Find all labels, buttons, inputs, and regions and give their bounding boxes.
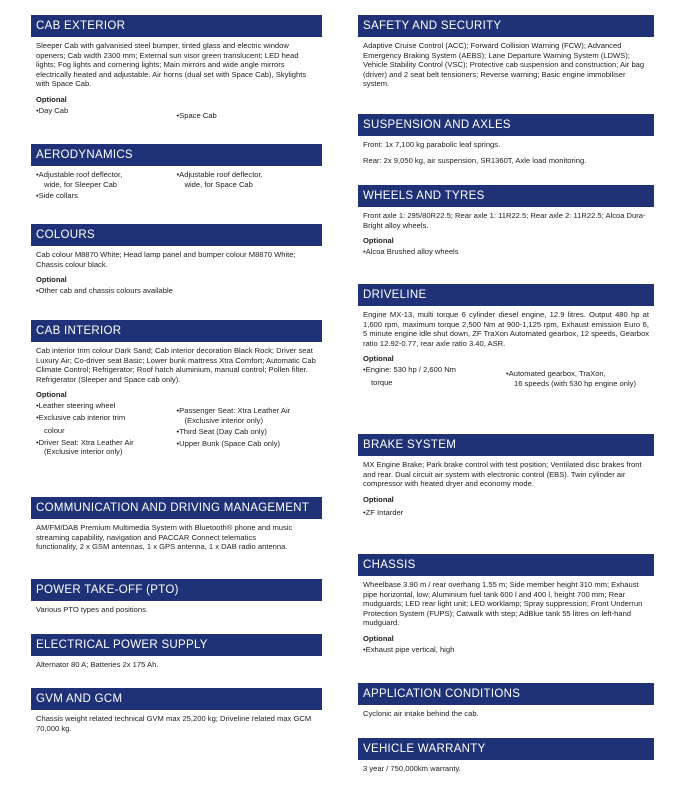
- option-item: •Passenger Seat: Xtra Leather Air: [176, 405, 291, 415]
- electrical-section: [31, 634, 322, 676]
- section-header: POWER TAKE-OFF (PTO): [31, 579, 322, 601]
- chassis-section: [358, 554, 654, 654]
- section-text: Rear: 2x 9,050 kg, air suspension, SR1360T, Axle load monitoring.: [363, 155, 587, 165]
- section-text: Cab colour M8870 White; Head lamp panel and bumper colour M8870 White; Chassis colour black.: [36, 250, 296, 269]
- option-item: •Alcoa Brushed alloy wheels: [363, 246, 459, 256]
- option-item: •Driver Seat: Xtra Leather Air: [36, 437, 134, 447]
- section-text: Cab interior trim colour Dark Sand; Cab interior decoration Black Rock; Driver seat Luxury Air; Co-driver seat Basic; Lower bunk mattress Xtra Comfort; Automatic Cab Climate Control; Refrigerator; Roof hatch aluminium, manual control; Pollen filter. Refrigerator (Sleeper and Space cab only).: [36, 346, 316, 384]
- application-section: [358, 683, 654, 725]
- optional-label: Optional: [363, 236, 394, 246]
- section-header: BRAKE SYSTEM: [358, 434, 654, 456]
- option-item: •Upper Bunk (Space Cab only): [176, 438, 281, 448]
- section-header: CAB INTERIOR: [31, 320, 322, 342]
- driveline-section: [358, 284, 654, 388]
- section-text: Sleeper Cab with galvanised steel bumper, tinted glass and electric window openers; Cab width 2300 mm; External sun visor green translucent; LED head lights; Fog lights and cornering lights; Main mirrors and wide angle mirrors electrically heated and adjustable. Air horns (dual set with Space Cab), Skylights with Space Cab.: [36, 41, 307, 89]
- option-item: •Space Cab: [176, 110, 217, 120]
- section-text: AM/FM/DAB Premium Multimedia System with Bluetooth® phone and music streaming capability, navigation and PACCAR Connect telematics functionality, 2 x GSM antennas, 1 x GPS antenna, 1 x DAB radio antenna.: [36, 523, 293, 552]
- section-header: VEHICLE WARRANTY: [358, 738, 654, 760]
- suspension-section: [358, 114, 654, 171]
- safety-section: [358, 15, 654, 95]
- option-item: •Exhaust pipe vertical, high: [363, 644, 455, 654]
- gvm-section: [31, 688, 322, 739]
- option-item: •Day Cab: [36, 105, 69, 115]
- option-item-cont: torque: [371, 377, 393, 387]
- brake-section: [358, 434, 654, 518]
- option-item: •Side collars: [36, 191, 78, 201]
- section-text: Various PTO types and positions.: [36, 605, 148, 614]
- section-text: 3 year / 750,000km warranty.: [363, 764, 461, 773]
- cab-exterior-section: [31, 15, 322, 122]
- colours-section: [31, 224, 322, 295]
- option-item-cont: (Exclusive interior only): [184, 415, 263, 425]
- section-header: CAB EXTERIOR: [31, 15, 322, 37]
- option-item: •Leather steering wheel: [36, 400, 116, 410]
- section-text: Front: 1x 7,100 kg parabolic leaf springs.: [363, 140, 501, 149]
- section-header: APPLICATION CONDITIONS: [358, 683, 654, 705]
- section-text: Engine MX-13, multi torque 6 cylinder diesel engine, 12.9 litres. Output 480 hp at 1,600 rpm, maximum torque 2,500 Nm at 900-1,125 rpm, Exhaust emission Euro 6, 5 minute engine idle shut down, ZF TraXon Automated gearbox, 12 speeds, Gearbox ratio 12.92-0.77, rear axle ratio 3.40, ASR.: [363, 310, 649, 348]
- section-text: Adaptive Cruise Control (ACC); Forward Collision Warning (FCW); Advanced Emergency Braking System (AEBS); Lane Departure Warning System (LDWS); Vehicle Stability Control (VSC); Protective cab suspension and construction; Air bag (driver) and 2 seat belt tensioners; Reverse warning; Basic engine immobiliser system.: [363, 41, 645, 89]
- section-header: SAFETY AND SECURITY: [358, 15, 654, 37]
- warranty-section: [358, 738, 654, 780]
- pto-section: [31, 579, 322, 621]
- option-item-cont: colour: [44, 426, 65, 436]
- option-item: •Other cab and chassis colours available: [36, 285, 173, 295]
- section-header: CHASSIS: [358, 554, 654, 576]
- optional-label: Optional: [36, 275, 67, 285]
- option-item-cont: wide, for Sleeper Cab: [44, 179, 118, 189]
- option-item: •Engine: 530 hp / 2,600 Nm: [363, 364, 457, 374]
- option-item: •Adjustable roof deflector,: [176, 170, 263, 179]
- section-header: DRIVELINE: [358, 284, 654, 306]
- optional-label: Optional: [36, 390, 67, 400]
- section-text: Front axle 1: 295/80R22.5; Rear axle 1: 11R22.5; Rear axle 2: 11R22.5; Alcoa Dura-Bright alloy wheels.: [363, 211, 646, 230]
- section-text: Alternator 80 A; Batteries 2x 175 Ah.: [36, 660, 159, 669]
- section-header: COLOURS: [31, 224, 322, 246]
- option-item: •Exclusive cab interior trim: [36, 412, 126, 422]
- section-header: COMMUNICATION AND DRIVING MANAGEMENT: [31, 497, 322, 519]
- section-header: SUSPENSION AND AXLES: [358, 114, 654, 136]
- option-item: •ZF Intarder: [363, 508, 404, 518]
- optional-label: Optional: [36, 94, 67, 104]
- option-item: •Third Seat (Day Cab only): [176, 427, 267, 437]
- communication-section: [31, 497, 322, 558]
- section-header: GVM AND GCM: [31, 688, 322, 710]
- optional-label: Optional: [363, 494, 394, 504]
- option-item: •Adjustable roof deflector,: [36, 170, 123, 179]
- optional-label: Optional: [363, 354, 394, 364]
- option-item-cont: (Exclusive interior only): [44, 447, 123, 457]
- optional-label: Optional: [363, 633, 394, 643]
- section-text: MX Engine Brake; Park brake control with test position; Ventilated disc brakes front and rear. Dual circuit air system with electronic control (EBS). Twin cylinder air compressor with heated dryer and economy mode.: [363, 460, 642, 489]
- option-item-cont: wide, for Space Cab: [184, 179, 253, 189]
- section-text: Chassis weight related technical GVM max 25,200 kg; Driveline related max GCM 70,000 kg.: [36, 714, 312, 733]
- aerodynamics-section: [31, 144, 322, 203]
- wheels-section: [358, 185, 654, 256]
- section-header: AERODYNAMICS: [31, 144, 322, 166]
- section-text: Wheelbase 3.90 m / rear overhang 1.55 m; Side member height 310 mm; Exhaust pipe horizontal, low; Aluminium fuel tank 600 l and 400 l, height 700 mm; Rear mudguards; LED rear light unit; LED worklamp; Spray suppression; Front Underrun Protection System (FUPS); Catwalk with step; AdBlue tank 55 litres on left-hand mudguard.: [363, 580, 643, 628]
- option-item: •Automated gearbox, TraXon,: [506, 368, 606, 378]
- option-item-cont: 16 speeds (with 530 hp engine only): [514, 378, 637, 388]
- section-header: ELECTRICAL POWER SUPPLY: [31, 634, 322, 656]
- section-text: Cyclonic air intake behind the cab.: [363, 709, 479, 718]
- cab-interior-section: [31, 320, 322, 459]
- section-header: WHEELS AND TYRES: [358, 185, 654, 207]
